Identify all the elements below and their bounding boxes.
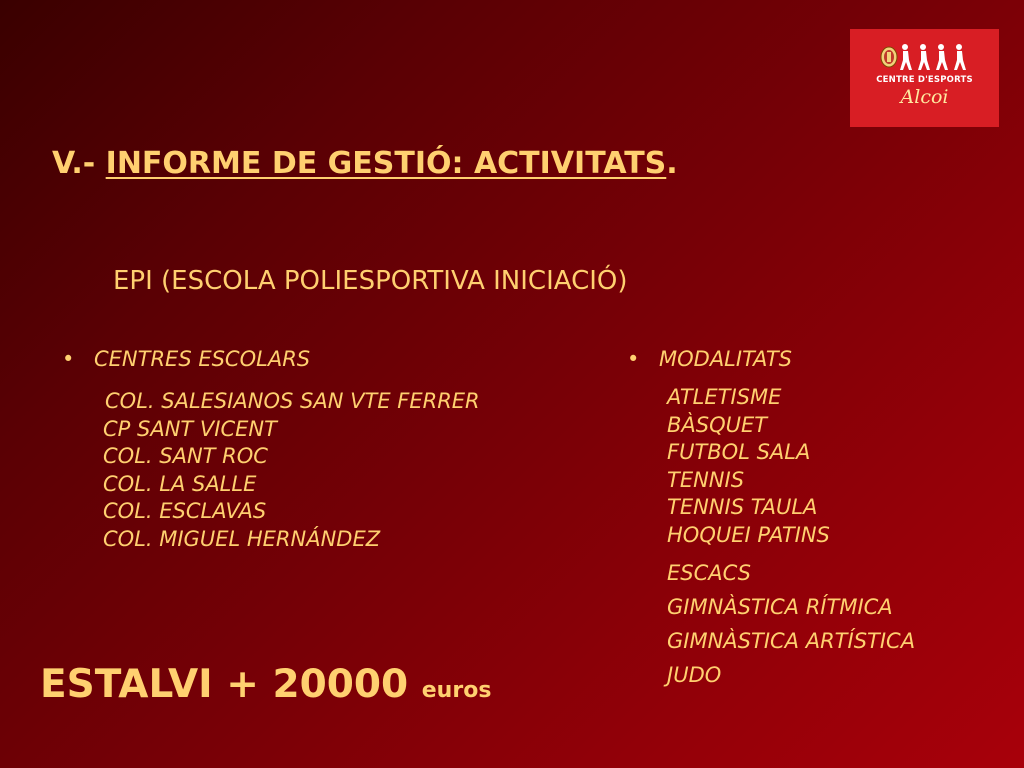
- list-item: TENNIS TAULA: [667, 495, 818, 519]
- centre-esports-logo: [850, 29, 999, 127]
- runners-icon: [897, 43, 973, 73]
- bullet-icon: •: [62, 347, 75, 371]
- list-item: COL. LA SALLE: [103, 471, 257, 496]
- logo-script-text: Alcoi: [900, 86, 949, 108]
- list-item: GIMNÀSTICA ARTÍSTICA: [667, 629, 916, 653]
- list-item: TENNIS: [667, 467, 745, 492]
- modalitats-heading: MODALITATS: [659, 347, 792, 371]
- logo-top-text: CENTRE D'ESPORTS: [876, 75, 973, 85]
- list-item: CP SANT VICENT: [103, 416, 277, 441]
- subtitle: EPI (ESCOLA POLIESPORTIVA INICIACIÓ): [113, 266, 628, 296]
- list-item: ATLETISME: [667, 385, 782, 409]
- left-column-heading: [62, 347, 310, 371]
- list-item: BÀSQUET: [667, 412, 768, 437]
- bullet-icon: •: [627, 347, 640, 371]
- list-item: COL. SALESIANOS SAN VTE FERRER: [105, 389, 480, 413]
- list-item: ESCACS: [667, 561, 752, 585]
- modalitats-list: [667, 384, 830, 549]
- list-item: JUDO: [667, 663, 722, 687]
- title-underlined: INFORME DE GESTIÓ: ACTIVITATS: [105, 146, 667, 181]
- savings-unit: euros: [421, 678, 492, 703]
- page-title: [52, 146, 678, 181]
- title-prefix: V.-: [52, 146, 106, 181]
- centres-list: [103, 388, 480, 553]
- savings-statement: [40, 662, 491, 707]
- savings-label: ESTALVI + 20000: [40, 662, 409, 707]
- list-item: HOQUEI PATINS: [667, 522, 830, 547]
- list-item: GIMNÀSTICA RÍTMICA: [667, 595, 893, 619]
- list-item: COL. ESCLAVAS: [103, 499, 267, 523]
- list-item: COL. SANT ROC: [103, 444, 268, 468]
- list-item: COL. MIGUEL HERNÁNDEZ: [103, 526, 381, 551]
- list-item: FUTBOL SALA: [667, 440, 811, 464]
- modalitats-list-continued: [667, 556, 915, 692]
- centres-heading: CENTRES ESCOLARS: [94, 347, 311, 371]
- crest-icon: [880, 46, 898, 68]
- title-suffix: .: [666, 146, 678, 181]
- right-column-heading: [627, 347, 792, 371]
